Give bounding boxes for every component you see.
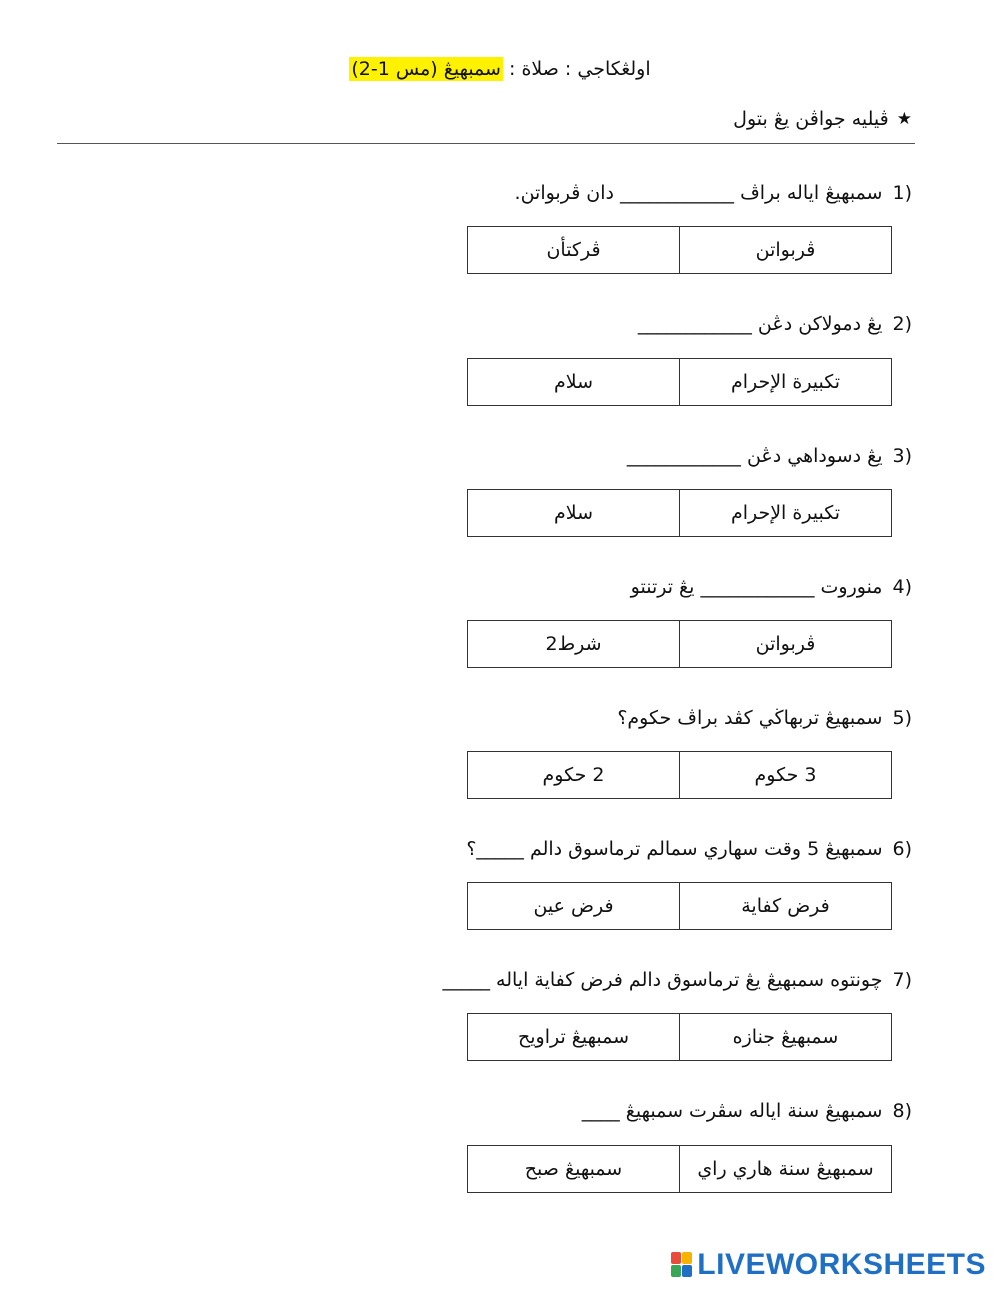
option-button[interactable]: ڤركتأن bbox=[468, 227, 680, 273]
options-8 bbox=[467, 1145, 892, 1193]
options-3 bbox=[467, 489, 892, 537]
option-button[interactable]: تكبيرة الإحرام bbox=[730, 502, 841, 524]
liveworksheets-logo bbox=[671, 1248, 986, 1282]
divider bbox=[57, 143, 915, 144]
option-button[interactable]: فرض عين bbox=[468, 883, 680, 929]
question-7 bbox=[442, 969, 912, 991]
option-button[interactable]: ڤربواتن bbox=[755, 239, 816, 261]
option-button[interactable]: ڤربواتن bbox=[755, 633, 816, 655]
option-button[interactable]: سمبهيڠ جنازه bbox=[732, 1026, 839, 1048]
worksheet-header bbox=[0, 58, 1000, 80]
option-button[interactable]: تكبيرة الإحرام bbox=[730, 371, 841, 393]
header-prefix: اولڠكاجي : صلاة : bbox=[509, 58, 651, 80]
option-button[interactable]: 3 حكوم bbox=[754, 764, 817, 786]
options-7 bbox=[467, 1013, 892, 1061]
option-button[interactable]: 2 حكوم bbox=[468, 752, 680, 798]
logo-text: LIVEWORKSHEETS bbox=[697, 1248, 986, 1281]
question-1 bbox=[515, 182, 912, 204]
question-text: سمبهيڠ 5 وقت سهاري سمالم ترماسوق دالم _____؟ bbox=[466, 838, 883, 860]
question-number: 5) bbox=[892, 707, 912, 729]
option-button[interactable]: سمبهيڠ صبح bbox=[468, 1146, 680, 1192]
question-text: يڠ دمولاكن دڠن ____________ bbox=[637, 313, 883, 335]
question-3 bbox=[627, 445, 912, 467]
option-button[interactable]: فرض كفاية bbox=[741, 895, 830, 917]
question-number: 8) bbox=[892, 1100, 912, 1122]
option-button[interactable]: سلام bbox=[468, 359, 680, 405]
question-4 bbox=[631, 576, 912, 598]
option-button[interactable]: سلام bbox=[468, 490, 680, 536]
question-6 bbox=[466, 838, 912, 860]
option-button[interactable]: شرط2 bbox=[468, 621, 680, 667]
star-icon: ★ bbox=[896, 109, 912, 129]
logo-mark-icon bbox=[671, 1252, 693, 1278]
options-5 bbox=[467, 751, 892, 799]
question-2 bbox=[638, 313, 912, 335]
question-text: سمبهيڠ اياله براڤ ____________ دان ڤربواتن. bbox=[514, 182, 883, 204]
question-text: سمبهيڠ تربهاڬي كڤد براڤ حكوم؟ bbox=[617, 707, 883, 729]
instruction bbox=[733, 108, 912, 130]
question-number: 1) bbox=[892, 182, 912, 204]
question-text: منوروت ____________ يڠ ترتنتو bbox=[630, 576, 883, 598]
question-text: چونتوه سمبهيڠ يڠ ترماسوق دالم فرض كفاية اياله _____ bbox=[442, 969, 883, 991]
options-2 bbox=[467, 358, 892, 406]
question-number: 4) bbox=[892, 576, 912, 598]
question-number: 7) bbox=[892, 969, 912, 991]
question-8 bbox=[582, 1100, 912, 1122]
option-button[interactable]: سمبهيڠ سنة هاري راي bbox=[697, 1158, 874, 1180]
header-highlight: سمبهيڠ (مس 1-2) bbox=[351, 58, 501, 80]
options-6 bbox=[467, 882, 892, 930]
question-number: 3) bbox=[892, 445, 912, 467]
question-text: يڠ دسوداهي دڠن ____________ bbox=[626, 445, 883, 467]
options-1 bbox=[467, 226, 892, 274]
instruction-text: ڤيليه جواڤن يڠ بتول bbox=[733, 108, 889, 130]
question-number: 6) bbox=[892, 838, 912, 860]
question-5 bbox=[617, 707, 912, 729]
question-text: سمبهيڠ سنة اياله سڤرت سمبهيڠ ____ bbox=[581, 1100, 883, 1122]
question-number: 2) bbox=[892, 313, 912, 335]
options-4 bbox=[467, 620, 892, 668]
option-button[interactable]: سمبهيڠ تراويح bbox=[468, 1014, 680, 1060]
